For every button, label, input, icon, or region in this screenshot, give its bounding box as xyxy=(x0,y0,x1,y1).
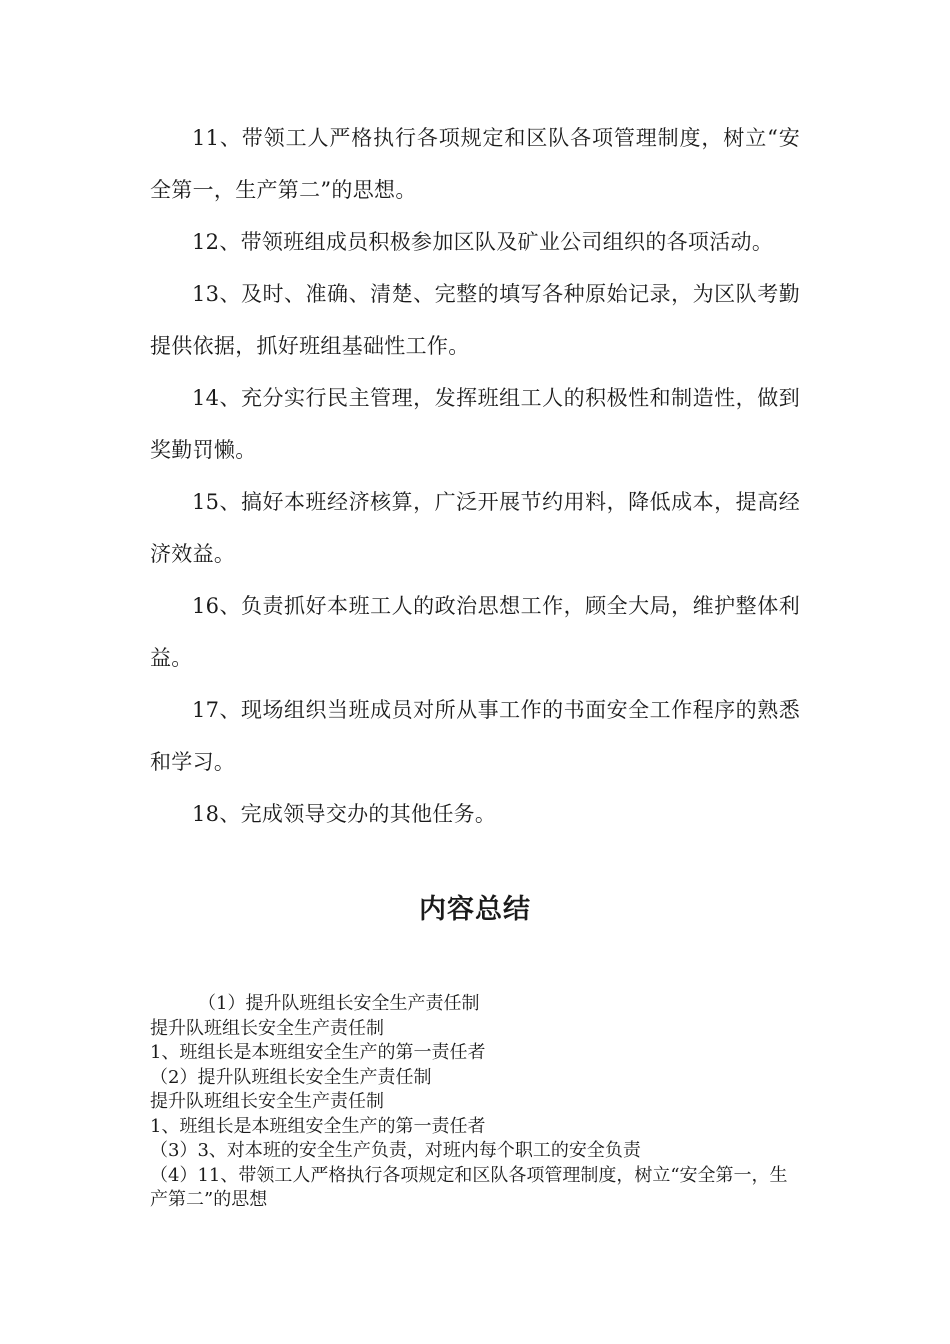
summary-line: 1、班组长是本班组安全生产的第一责任者 xyxy=(150,1115,486,1137)
paragraph-item-16: 16、负责抓好本班工人的政治思想工作，顾全大局，维护整体利益。 xyxy=(150,594,800,670)
paragraph-item-11: 11、带领工人严格执行各项规定和区队各项管理制度，树立“安全第一，生产第二”的思想。 xyxy=(150,126,800,202)
paragraph-item-14: 14、充分实行民主管理，发挥班组工人的积极性和制造性，做到奖勤罚懒。 xyxy=(150,386,800,462)
paragraph-item-12: 12、带领班组成员积极参加区队及矿业公司组织的各项活动。 xyxy=(192,230,774,254)
summary-title: 内容总结 xyxy=(419,894,531,925)
summary-line: 1、班组长是本班组安全生产的第一责任者 xyxy=(150,1042,486,1063)
summary-line: （2）提升队班组长安全生产责任制 xyxy=(150,1066,432,1088)
paragraph-item-17: 17、现场组织当班成员对所从事工作的书面安全工作程序的熟悉和学习。 xyxy=(150,698,800,774)
paragraph-item-13: 13、及时、准确、清楚、完整的填写各种原始记录，为区队考勤提供依据，抓好班组基础性工作。 xyxy=(150,282,800,358)
summary-line: 提升队班组长安全生产责任制 xyxy=(150,1091,384,1112)
summary-section xyxy=(150,992,800,1213)
summary-line: （4）11、带领工人严格执行各项规定和区队各项管理制度，树立“安全第一，生产第二”的思想 xyxy=(150,1164,788,1210)
summary-line: （1）提升队班组长安全生产责任制 xyxy=(198,993,480,1014)
paragraph-item-18: 18、完成领导交办的其他任务。 xyxy=(192,802,497,826)
summary-line: 提升队班组长安全生产责任制 xyxy=(150,1017,384,1039)
document-body xyxy=(150,112,800,840)
summary-line: （3）3、对本班的安全生产负责，对班内每个职工的安全负责 xyxy=(150,1140,641,1161)
paragraph-item-15: 15、搞好本班经济核算，广泛开展节约用料，降低成本，提高经济效益。 xyxy=(150,490,800,566)
